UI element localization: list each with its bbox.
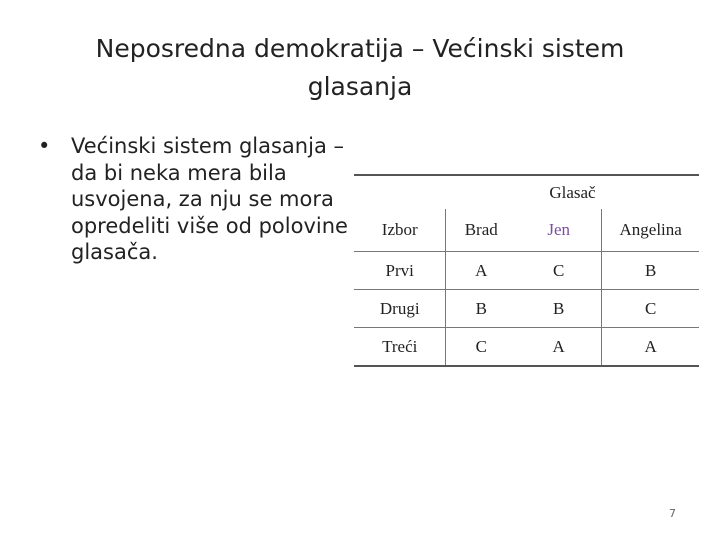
row-label: Treći bbox=[354, 328, 446, 367]
table-row bbox=[354, 290, 699, 328]
page-number: 7 bbox=[669, 507, 676, 520]
table-cell: B bbox=[602, 252, 699, 290]
table-group-header: Glasač bbox=[446, 175, 699, 209]
table-header-empty-cell bbox=[354, 175, 446, 209]
row-label: Drugi bbox=[354, 290, 446, 328]
bullet-list bbox=[38, 133, 348, 266]
table-cell: B bbox=[446, 290, 516, 328]
table-row bbox=[354, 328, 699, 367]
bullet-marker: • bbox=[38, 134, 51, 158]
bullet-item bbox=[38, 133, 348, 266]
table-column-header-row bbox=[354, 209, 699, 252]
row-label: Prvi bbox=[354, 252, 446, 290]
table-cell: C bbox=[516, 252, 602, 290]
table-cell: C bbox=[446, 328, 516, 367]
table-cell: B bbox=[516, 290, 602, 328]
voting-table bbox=[354, 174, 699, 367]
column-header-jen: Jen bbox=[516, 209, 602, 252]
table-cell: A bbox=[602, 328, 699, 367]
bullet-text: Većinski sistem glasanja – da bi neka mera bila usvojena, za nju se mora opredeliti više od polovine glasača. bbox=[71, 134, 348, 264]
column-header-izbor: Izbor bbox=[354, 209, 446, 252]
table-group-header-row bbox=[354, 175, 699, 209]
column-header-brad: Brad bbox=[464, 220, 498, 239]
table-cell: A bbox=[516, 328, 602, 367]
column-header-angelina: Angelina bbox=[619, 220, 682, 239]
slide-title: Neposredna demokratija – Većinski sistem glasanja bbox=[95, 34, 625, 101]
table-cell: C bbox=[602, 290, 699, 328]
table-row bbox=[354, 252, 699, 290]
table-cell: A bbox=[446, 252, 516, 290]
